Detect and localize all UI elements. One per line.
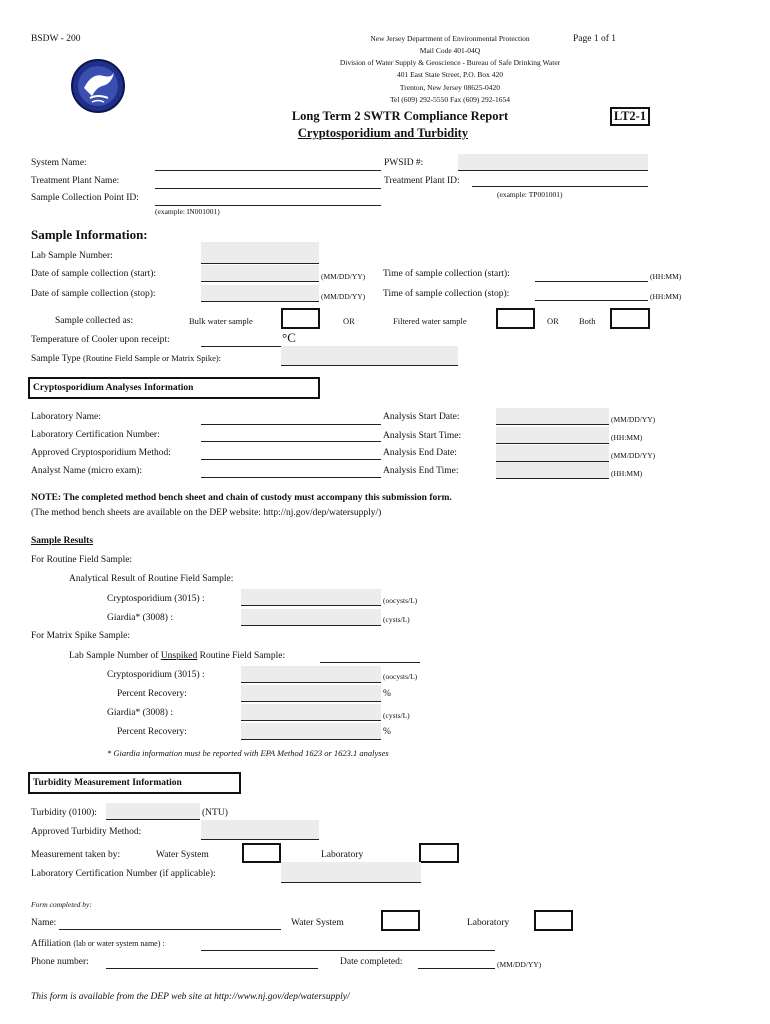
analysis-start-date-label: Analysis Start Date: [383, 412, 460, 422]
cooler-temp-field[interactable] [201, 346, 281, 347]
agency-line-4: 401 East State Street, P.O. Box 420 [396, 70, 504, 79]
time-stop-label: Time of sample collection (stop): [383, 289, 510, 299]
system-name-label: System Name: [31, 158, 87, 168]
agency-line-3: Division of Water Supply & Geoscience - Bureau of Safe Drinking Water [339, 58, 561, 67]
time-start-format: (HH:MM) [650, 272, 682, 281]
crypto-recovery-unit: % [383, 689, 391, 699]
plant-id-example: (example: TP001001) [497, 190, 563, 199]
turbidity-unit: (NTU) [202, 808, 228, 818]
plant-id-field[interactable] [472, 186, 648, 187]
giardia-recovery-unit: % [383, 727, 391, 737]
turbidity-method-field[interactable] [201, 820, 319, 840]
celsius-unit: °C [282, 330, 296, 345]
giardia-recovery-label: Percent Recovery: [117, 727, 187, 737]
time-start-label: Time of sample collection (start): [383, 269, 510, 279]
matrix-label: For Matrix Spike Sample: [31, 631, 130, 641]
analyst-field[interactable] [201, 477, 381, 478]
lab-name-label: Laboratory Name: [31, 412, 101, 422]
analysis-start-date-field[interactable] [496, 408, 609, 425]
date-completed-field[interactable] [418, 968, 495, 969]
routine-crypto-unit: (oocysts/L) [383, 596, 418, 605]
date-completed-label: Date completed: [340, 957, 403, 967]
turbidity-field[interactable] [106, 803, 200, 820]
giardia-footnote: * Giardia information must be reported with EPA Method 1623 or 1623.1 analyses [107, 748, 389, 758]
phone-label: Phone number: [31, 957, 89, 967]
phone-field[interactable] [106, 968, 318, 969]
form-code: LT2-1 [610, 107, 650, 126]
note-line-2: (The method bench sheets are available on the DEP website: http://nj.gov/dep/watersupply/) [31, 508, 382, 518]
lab-sample-number-label: Lab Sample Number: [31, 251, 113, 261]
date-stop-format: (MM/DD/YY) [321, 292, 366, 301]
completer-name-field[interactable] [59, 929, 281, 930]
plant-id-label: Treatment Plant ID: [384, 176, 460, 186]
bulk-water-label: Bulk water sample [189, 316, 253, 326]
analyst-label: Analyst Name (micro exam): [31, 466, 143, 476]
results-heading: Sample Results [31, 536, 94, 546]
completed-water-system-label: Water System [291, 918, 344, 928]
unspiked-lab-number-label: Lab Sample Number of Unspiked Routine Field Sample: [69, 651, 286, 661]
collected-as-label: Sample collected as: [55, 316, 134, 326]
pwsid-field[interactable] [458, 154, 648, 171]
end-time-format: (HH:MM) [611, 469, 643, 478]
turbidity-label: Turbidity (0100): [31, 808, 97, 818]
routine-crypto-label: Cryptosporidium (3015) : [107, 594, 205, 604]
plant-name-field[interactable] [155, 188, 381, 189]
analysis-end-time-field[interactable] [496, 462, 609, 479]
taken-by-water-system-label: Water System [156, 850, 209, 860]
agency-line-2: Mail Code 401-04Q [419, 46, 481, 55]
crypto-recovery-label: Percent Recovery: [117, 689, 187, 699]
both-label: Both [579, 316, 596, 326]
analysis-start-time-field[interactable] [496, 427, 609, 444]
completed-water-system-checkbox[interactable] [381, 910, 420, 931]
collection-point-field[interactable] [155, 205, 381, 206]
date-completed-format: (MM/DD/YY) [497, 960, 542, 969]
page-number: Page 1 of 1 [573, 34, 617, 44]
nj-seal-icon [70, 58, 126, 114]
footer-note: This form is available from the DEP web site at http://www.nj.gov/dep/watersupply/ [31, 992, 350, 1002]
matrix-crypto-field[interactable] [241, 666, 381, 683]
date-stop-field[interactable] [201, 285, 319, 302]
routine-giardia-label: Giardia* (3008) : [107, 613, 173, 623]
completer-name-label: Name: [31, 918, 57, 928]
matrix-crypto-label: Cryptosporidium (3015) : [107, 670, 205, 680]
time-stop-field[interactable] [535, 300, 648, 301]
completed-by-label: Form completed by: [31, 900, 92, 909]
completed-laboratory-checkbox[interactable] [534, 910, 573, 931]
crypto-recovery-field[interactable] [241, 685, 381, 702]
lab-cert-label: Laboratory Certification Number: [31, 430, 160, 440]
lab-sample-number-field[interactable] [201, 242, 319, 264]
taken-by-water-system-checkbox[interactable] [242, 843, 281, 863]
report-subtitle: Cryptosporidium and Turbidity [297, 126, 469, 140]
turbidity-lab-cert-field[interactable] [281, 862, 421, 883]
taken-by-laboratory-label: Laboratory [321, 850, 364, 860]
both-checkbox[interactable] [610, 308, 650, 329]
date-start-field[interactable] [201, 265, 319, 282]
matrix-crypto-unit: (oocysts/L) [383, 672, 418, 681]
turbidity-lab-cert-label: Laboratory Certification Number (if applicable): [31, 869, 216, 879]
filtered-water-checkbox[interactable] [496, 308, 535, 329]
pwsid-label: PWSID #: [384, 158, 424, 168]
start-time-format: (HH:MM) [611, 433, 643, 442]
analytical-label: Analytical Result of Routine Field Sample: [69, 574, 234, 584]
giardia-recovery-field[interactable] [241, 723, 381, 740]
lab-name-field[interactable] [201, 424, 381, 425]
routine-giardia-field[interactable] [241, 609, 381, 626]
date-start-label: Date of sample collection (start): [31, 269, 157, 279]
filtered-water-label: Filtered water sample [393, 316, 467, 326]
bulk-water-checkbox[interactable] [281, 308, 320, 329]
routine-label: For Routine Field Sample: [31, 555, 133, 565]
agency-line-5: Trenton, New Jersey 08625-0420 [399, 83, 501, 92]
analysis-end-date-field[interactable] [496, 445, 609, 462]
end-date-format: (MM/DD/YY) [611, 451, 656, 460]
unspiked-lab-number-field[interactable] [320, 662, 420, 663]
date-stop-label: Date of sample collection (stop): [31, 289, 156, 299]
cooler-temp-label: Temperature of Cooler upon receipt: [31, 335, 170, 345]
sample-type-label: Sample Type (Routine Field Sample or Matrix Spike): [31, 353, 222, 364]
crypto-method-label: Approved Cryptosporidium Method: [31, 448, 171, 458]
lab-cert-field[interactable] [201, 441, 381, 442]
matrix-giardia-unit: (cysts/L) [383, 711, 410, 720]
sample-type-field[interactable] [281, 346, 458, 366]
start-date-format: (MM/DD/YY) [611, 415, 656, 424]
form-id: BSDW - 200 [31, 34, 81, 44]
affiliation-field[interactable] [201, 950, 495, 951]
or-label-1: OR [343, 316, 355, 326]
collection-point-example: (example: IN001001) [155, 207, 220, 216]
date-start-format: (MM/DD/YY) [321, 272, 366, 281]
note-bold: NOTE: The completed method bench sheet and chain of custody must accompany this submission form. [31, 493, 452, 503]
matrix-giardia-field[interactable] [241, 704, 381, 721]
analysis-end-time-label: Analysis End Time: [383, 466, 459, 476]
turbidity-method-label: Approved Turbidity Method: [31, 827, 142, 837]
matrix-giardia-label: Giardia* (3008) : [107, 708, 173, 718]
or-label-2: OR [547, 316, 559, 326]
analysis-end-date-label: Analysis End Date: [383, 448, 457, 458]
taken-by-label: Measurement taken by: [31, 850, 121, 860]
report-title: Long Term 2 SWTR Compliance Report [291, 109, 509, 123]
time-start-field[interactable] [535, 281, 648, 282]
sample-info-heading: Sample Information: [31, 227, 148, 242]
plant-name-label: Treatment Plant Name: [31, 176, 120, 186]
turbidity-section-heading: Turbidity Measurement Information [28, 772, 241, 794]
agency-line-6: Tel (609) 292-5550 Fax (609) 292-1654 [389, 95, 511, 104]
taken-by-laboratory-checkbox[interactable] [419, 843, 459, 863]
affiliation-label: Affiliation (lab or water system name) : [31, 939, 165, 949]
analysis-start-time-label: Analysis Start Time: [383, 431, 462, 441]
completed-laboratory-label: Laboratory [467, 918, 510, 928]
collection-point-label: Sample Collection Point ID: [31, 193, 139, 203]
agency-line-1: New Jersey Department of Environmental Protection [370, 34, 530, 43]
routine-giardia-unit: (cysts/L) [383, 615, 410, 624]
crypto-section-heading: Cryptosporidium Analyses Information [28, 377, 320, 399]
crypto-method-field[interactable] [201, 459, 381, 460]
system-name-field[interactable] [155, 170, 381, 171]
time-stop-format: (HH:MM) [650, 292, 682, 301]
routine-crypto-field[interactable] [241, 589, 381, 606]
